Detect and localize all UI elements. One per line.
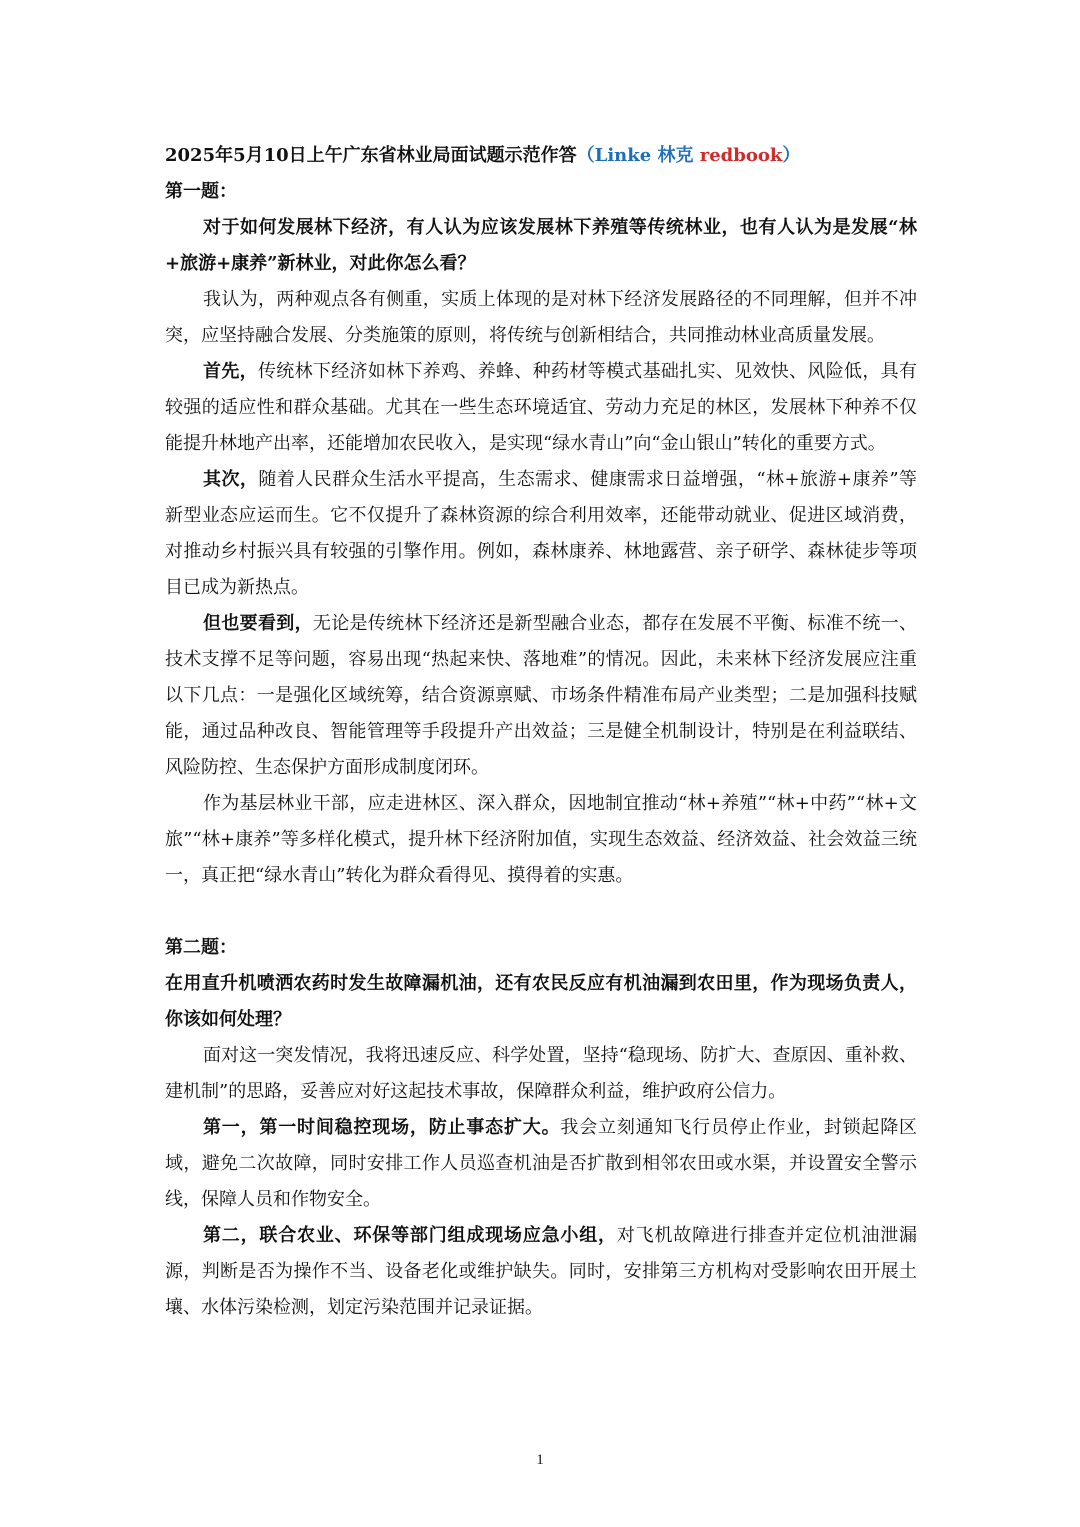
q1-p3-body: 随着人民群众生活水平提高，生态需求、健康需求日益增强，“林+旅游+康养”等新型业态应运而生。它不仅提升了森林资源的综合利用效率，还能带动就业、促进区域消费，对推动乡村振兴具有较强的引擎作用。例如，森林康养、林地露营、亲子研学、森林徒步等项目已成为新热点。: [165, 469, 917, 598]
title-open-paren: （: [576, 145, 595, 166]
q1-p4-body: 无论是传统林下经济还是新型融合业态，都存在发展不平衡、标准不统一、技术支撑不足等问题，容易出现“热起来快、落地难”的情况。因此，未来林下经济发展应注重以下几点：一是强化区域统筹，结合资源禀赋、市场条件精准布局产业类型；二是加强科技赋能，通过品种改良、智能管理等手段提升产出效益；三是健全机制设计，特别是在利益联结、风险防控、生态保护方面形成制度闭环。: [165, 613, 918, 778]
title-brand-blue: Linke 林克: [594, 145, 694, 166]
q2-paragraph-1: 面对这一突发情况，我将迅速反应、科学处置，坚持“稳现场、防扩大、查原因、重补救、建机制”的思路，妥善应对好这起技术事故，保障群众利益，维护政府公信力。: [165, 1045, 917, 1102]
q1-label: 第一题：: [165, 181, 237, 202]
q2-paragraph-2: [165, 1110, 917, 1218]
q2-p3-body: 对飞机故障进行排查并定位机油泄漏源，判断是否为操作不当、设备老化或维护缺失。同时，安排第三方机构对受影响农田开展土壤、水体污染检测，划定污染范围并记录证据。: [165, 1225, 918, 1318]
q1-paragraph-4: [165, 606, 917, 786]
q1-p2-lead: 首先，: [203, 361, 258, 382]
section-gap: [165, 894, 917, 930]
q1-question: 对于如何发展林下经济，有人认为应该发展林下养殖等传统林业，也有人认为是发展“林+旅游+康养”新林业，对此你怎么看？: [165, 217, 917, 274]
title-close-paren: ）: [782, 145, 801, 166]
q2-p2-lead: 第一，第一时间稳控现场，防止事态扩大。: [203, 1117, 561, 1138]
document-page: [165, 138, 917, 1326]
q1-p3-lead: 其次，: [203, 469, 259, 490]
q1-paragraph-5: 作为基层林业干部，应走进林区、深入群众，因地制宜推动“林+养殖”“林+中药”“林+文旅”“林+康养”等多样化模式，提升林下经济附加值，实现生态效益、经济效益、社会效益三统一，真正把“绿水青山”转化为群众看得见、摸得着的实惠。: [165, 793, 917, 886]
q2-question: 在用直升机喷洒农药时发生故障漏机油，还有农民反应有机油漏到农田里，作为现场负责人，你该如何处理？: [165, 973, 917, 1030]
page-number: 1: [536, 1452, 544, 1468]
q1-paragraph-3: [165, 462, 917, 606]
q2-p3-lead: 第二，联合农业、环保等部门组成现场应急小组，: [203, 1225, 617, 1246]
q1-paragraph-1: 我认为，两种观点各有侧重，实质上体现的是对林下经济发展路径的不同理解，但并不冲突，应坚持融合发展、分类施策的原则，将传统与创新相结合，共同推动林业高质量发展。: [165, 289, 917, 346]
q1-paragraph-2: [165, 354, 917, 462]
q2-p2-body: 我会立刻通知飞行员停止作业，封锁起降区域，避免二次故障，同时安排工作人员巡查机油是否扩散到相邻农田或水渠，并设置安全警示线，保障人员和作物安全。: [165, 1117, 917, 1210]
q2-label: 第二题：: [165, 937, 237, 958]
title-text: 2025年5月10日上午广东省林业局面试题示范作答: [165, 145, 577, 166]
title-brand-red: redbook: [693, 145, 783, 166]
q1-p4-lead: 但也要看到，: [203, 613, 313, 634]
q2-paragraph-3: [165, 1218, 917, 1326]
q1-p2-body: 传统林下经济如林下养鸡、养蜂、种药材等模式基础扎实、见效快、风险低，具有较强的适应性和群众基础。尤其在一些生态环境适宜、劳动力充足的林区，发展林下种养不仅能提升林地产出率，还能增加农民收入，是实现“绿水青山”向“金山银山”转化的重要方式。: [165, 361, 918, 454]
document-title: [165, 138, 917, 174]
